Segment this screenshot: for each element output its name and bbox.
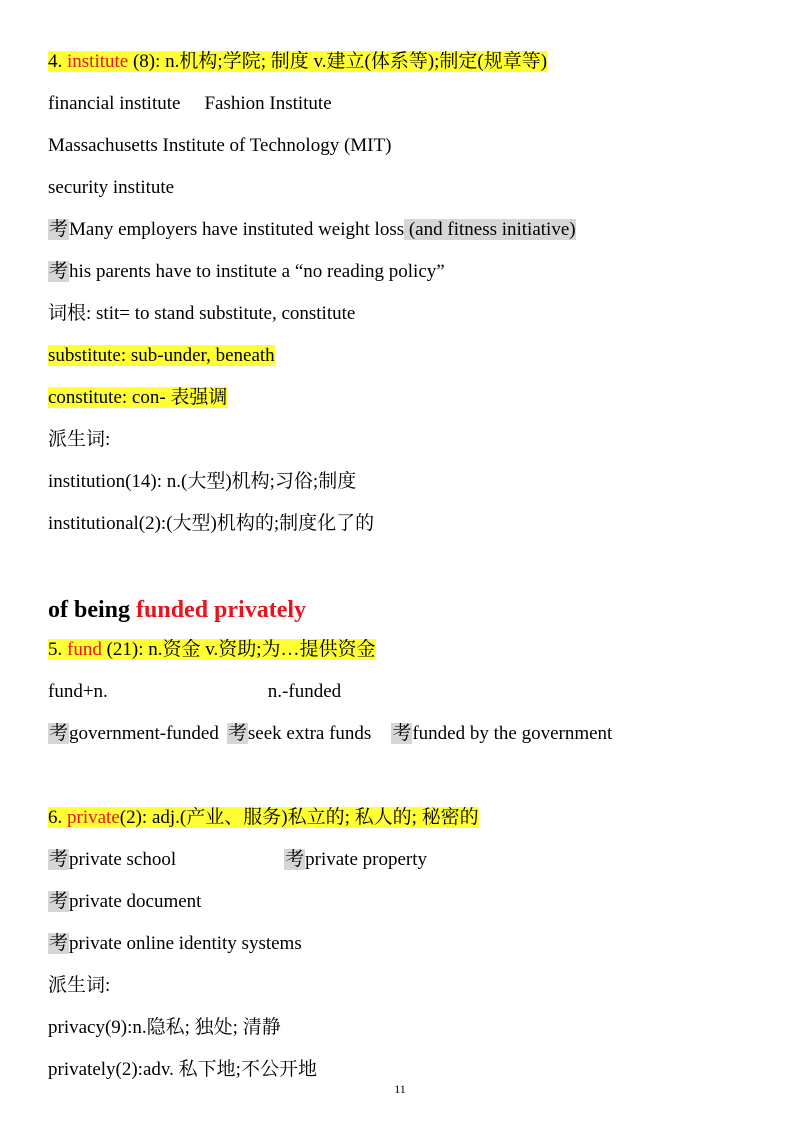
- exam-marker: 考: [392, 723, 412, 744]
- entry-institute-title: [48, 48, 547, 76]
- example-text: n.-funded: [267, 681, 342, 702]
- derivatives-label: 派生词:: [48, 975, 111, 996]
- entry-private-title: [48, 804, 479, 832]
- entry-fund-highlight: [48, 639, 376, 660]
- example-text: fund+n.: [48, 681, 108, 702]
- exam-example-line: [48, 216, 576, 244]
- exam-marker: 考: [49, 849, 69, 870]
- entry-definition: (8): n.机构;学院; 制度 v.建立(体系等);制定(规章等): [128, 51, 548, 72]
- example-text: Fashion Institute: [204, 93, 332, 114]
- root-note: [48, 342, 275, 370]
- entry-number: 6.: [48, 807, 67, 828]
- exam-example-line: [48, 258, 445, 286]
- heading-text: of being: [48, 597, 137, 623]
- entry-word: private: [67, 807, 120, 828]
- example-text: his parents have to institute a “no reading policy”: [69, 261, 445, 282]
- derivative-line: privately(2):adv. 私下地;不公开地: [48, 1059, 317, 1080]
- root-note-text: substitute: sub-under, beneath: [48, 345, 275, 366]
- example-line: Massachusetts Institute of Technology (MIT): [48, 135, 392, 156]
- example-line: [48, 678, 341, 706]
- example-text: Many employers have instituted weight loss: [69, 219, 405, 240]
- root-note: [48, 384, 227, 412]
- entry-number: 4.: [48, 51, 67, 72]
- entry-number: 5.: [48, 639, 67, 660]
- example-text: private property: [305, 849, 428, 870]
- section-heading: [48, 594, 306, 626]
- example-text: government-funded: [69, 723, 219, 744]
- exam-marker: 考: [285, 849, 305, 870]
- exam-marker: 考: [49, 261, 69, 282]
- exam-marker: 考: [49, 723, 69, 744]
- example-text: private document: [69, 891, 202, 912]
- example-text: private school: [69, 849, 177, 870]
- example-line: [48, 90, 332, 118]
- entry-definition: (21): n.资金 v.资助;为…提供资金: [101, 639, 376, 660]
- derivatives-label: 派生词:: [48, 429, 111, 450]
- example-text: private online identity systems: [69, 933, 302, 954]
- entry-word: institute: [67, 51, 129, 72]
- derivative-line: privacy(9):n.隐私; 独处; 清静: [48, 1017, 281, 1038]
- example-line: security institute: [48, 177, 175, 198]
- example-text: financial institute: [48, 93, 181, 114]
- exam-marker: 考: [49, 219, 69, 240]
- exam-example-line: [48, 846, 427, 874]
- exam-marker: 考: [49, 891, 69, 912]
- entry-word: fund: [67, 639, 102, 660]
- entry-definition: (2): adj.(产业、服务)私立的; 私人的; 秘密的: [119, 807, 479, 828]
- entry-fund-title: [48, 636, 376, 664]
- derivative-line: institution(14): n.(大型)机构;习俗;制度: [48, 471, 357, 492]
- root-line: 词根: stit= to stand substitute, constitute: [48, 303, 356, 324]
- exam-marker: 考: [227, 723, 247, 744]
- example-text: seek extra funds: [247, 723, 372, 744]
- example-text: funded by the government: [412, 723, 613, 744]
- entry-institute-highlight: [48, 51, 547, 72]
- derivative-line: institutional(2):(大型)机构的;制度化了的: [48, 513, 375, 534]
- exam-marker: 考: [49, 933, 69, 954]
- page-number: 11: [394, 1082, 406, 1096]
- exam-example-line: [48, 888, 201, 916]
- entry-private-highlight: [48, 807, 479, 828]
- heading-text-red: funded privately: [136, 597, 307, 623]
- example-text-gray: (and fitness initiative): [404, 219, 576, 240]
- exam-example-line: [48, 720, 612, 748]
- exam-example-line: [48, 930, 302, 958]
- root-note-text: constitute: con- 表强调: [48, 387, 228, 408]
